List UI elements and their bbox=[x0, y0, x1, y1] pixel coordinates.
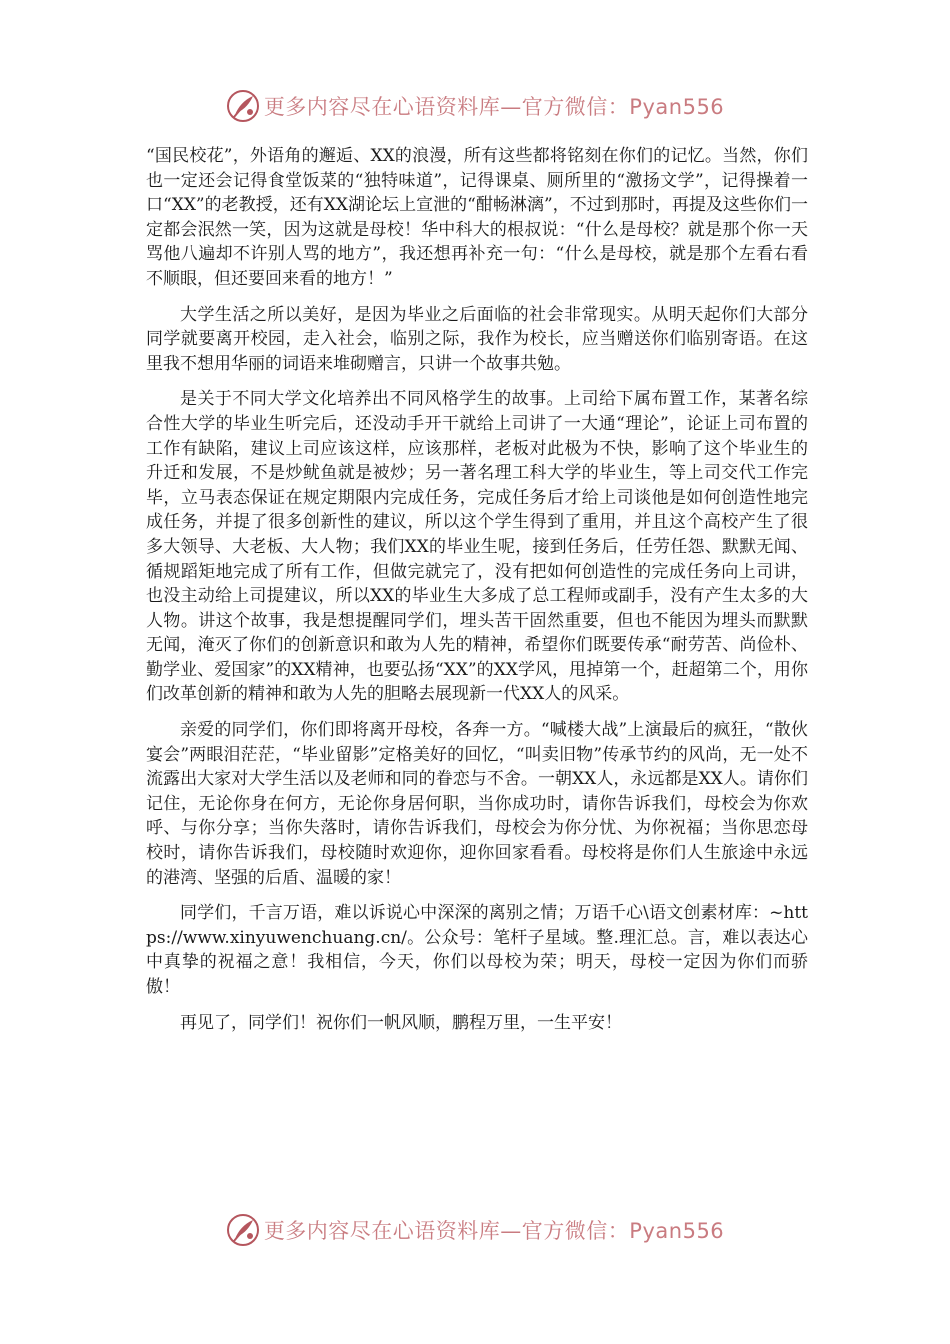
footer-banner bbox=[0, 1208, 950, 1252]
document-body bbox=[146, 144, 808, 1046]
header-banner bbox=[0, 84, 950, 128]
feather-pen-logo-icon bbox=[226, 1213, 260, 1247]
banner-text: 更多内容尽在心语资料库—官方微信：Pyan556 bbox=[263, 1219, 725, 1243]
paragraph: 再见了，同学们！祝你们一帆风顺，鹏程万里，一生平安！ bbox=[180, 1012, 622, 1033]
paragraph: 同学们，千言万语，难以诉说心中深深的离别之情；万语千心\语文创素材库：~https://www.xinyuwenchuang.cn/。公众号：笔杆子星域。整.理汇总。言，难以表达心中真挚的祝福之意！我相信，今天，你们以母校为荣；明天，母校一定因为你们而骄傲！ bbox=[146, 903, 808, 997]
paragraph: 大学生活之所以美好，是因为毕业之后面临的社会非常现实。从明天起你们大部分同学就要离开校园，走入社会，临别之际，我作为校长，应当赠送你们临别寄语。在这里我不想用华丽的词语来堆砌赠言，只讲一个故事共勉。 bbox=[146, 304, 808, 374]
banner-text: 更多内容尽在心语资料库—官方微信：Pyan556 bbox=[263, 95, 725, 119]
feather-pen-logo-icon bbox=[226, 89, 260, 123]
paragraph: 亲爱的同学们，你们即将离开母校，各奔一方。“喊楼大战”上演最后的疯狂，“散伙宴会”两眼泪茫茫，“毕业留影”定格美好的回忆，“叫卖旧物”传承节约的风尚，无一处不流露出大家对大学生活以及老师和同的眷恋与不舍。一朝XX人，永远都是XX人。请你们记住，无论你身在何方，无论你身居何职，当你成功时，请你告诉我们，母校会为你欢呼、与你分享；当你失落时，请你告诉我们，母校会为你分忧、为你祝福；当你思恋母校时，请你告诉我们，母校随时欢迎你，迎你回家看看。母校将是你们人生旅途中永远的港湾、坚强的后盾、温暖的家！ bbox=[146, 720, 808, 888]
paragraph: “国民校花”，外语角的邂逅、XX的浪漫，所有这些都将铭刻在你们的记忆。当然，你们也一定还会记得食堂饭菜的“独特味道”，记得课桌、厕所里的“激扬文学”，记得操着一口“XX”的老教授，还有XX湖论坛上宣泄的“酣畅淋漓”，不过到那时，再提及这些你们一定都会泯然一笑，因为这就是母校！华中科大的根叔说：“什么是母校？就是那个你一天骂他八遍却不许别人骂的地方”，我还想再补充一句：“什么是母校，就是那个左看右看不顺眼，但还要回来看的地方！” bbox=[146, 146, 808, 289]
paragraph: 是关于不同大学文化培养出不同风格学生的故事。上司给下属布置工作，某著名综合性大学的毕业生听完后，还没动手开干就给上司讲了一大通“理论”，论证上司布置的工作有缺陷，建议上司应该这样，应该那样，老板对此极为不快，影响了这个毕业生的升迁和发展，不是炒鱿鱼就是被炒；另一著名理工科大学的毕业生，等上司交代工作完毕，立马表态保证在规定期限内完成任务，完成任务后才给上司谈他是如何创造性地完成任务，并提了很多创新性的建议，所以这个学生得到了重用，并且这个高校产生了很多大领导、大老板、大人物；我们XX的毕业生呢，接到任务后，任劳任怨、默默无闻、循规蹈矩地完成了所有工作，但做完就完了，没有把如何创造性的完成任务向上司讲，也没主动给上司提建议，所以XX的毕业生大多成了总工程师或副手，没有产生太多的大人物。讲这个故事，我是想提醒同学们，埋头苦干固然重要，但也不能因为埋头而默默无闻，淹灭了你们的创新意识和敢为人先的精神，希望你们既要传承“耐劳苦、尚俭朴、勤学业、爱国家”的XX精神，也要弘扬“XX”的XX学风，甩掉第一个，赶超第二个，用你们改革创新的精神和敢为人先的胆略去展现新一代XX人的风采。 bbox=[146, 389, 808, 705]
